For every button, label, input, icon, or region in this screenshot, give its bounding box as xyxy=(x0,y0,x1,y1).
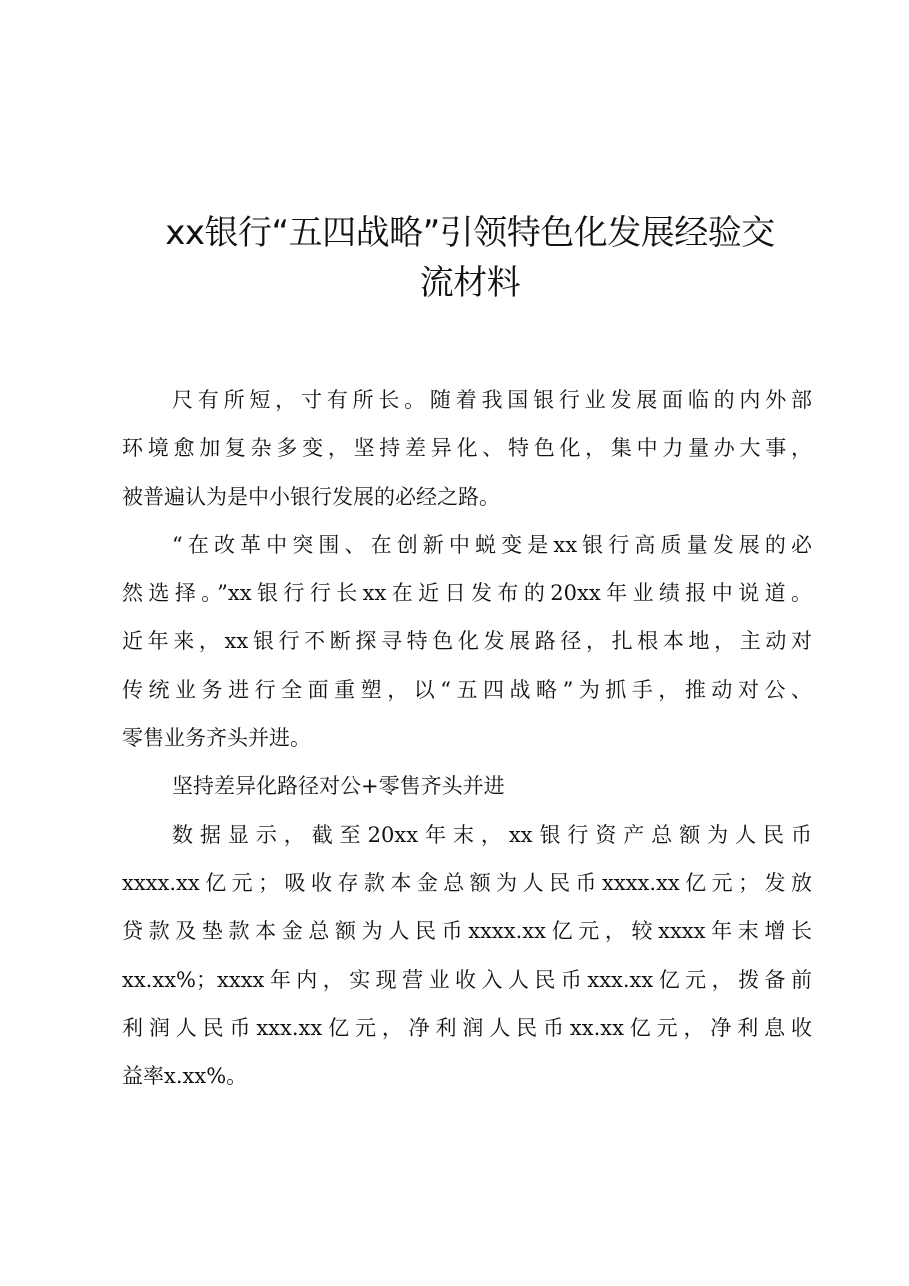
paragraph-3-line-6: 益率x.xx%。 xyxy=(122,1064,248,1089)
paragraph-2-line-2: 然选择。”xx银行行长xx在近日发布的20xx年业绩报中说道。 xyxy=(122,581,812,606)
title-line-1: xx银行“五四战略”引领特色化发展经验交 xyxy=(165,213,775,253)
paragraph-2-line-4: 传统业务进行全面重塑，以“五四战略”为抓手，推动对公、 xyxy=(122,677,812,702)
document-title xyxy=(100,208,840,308)
paragraph-3-line-3: 贷款及垫款本金总额为人民币xxxx.xx亿元，较xxxx年末增长 xyxy=(122,919,812,944)
paragraph-3-line-5: 利润人民币xxx.xx亿元，净利润人民币xx.xx亿元，净利息收 xyxy=(122,1015,812,1040)
paragraph-1-line-1: 尺有所短，寸有所长。随着我国银行业发展面临的内外部 xyxy=(172,388,812,412)
paragraph-3-line-2: xxxx.xx亿元；吸收存款本金总额为人民币xxxx.xx亿元；发放 xyxy=(122,870,812,895)
paragraph-2-line-1: “在改革中突围、在创新中蜕变是xx银行高质量发展的必 xyxy=(172,532,812,557)
title-line-2: 流材料 xyxy=(419,263,521,303)
document-body xyxy=(122,376,812,1100)
paragraph-2-line-5: 零售业务齐头并进。 xyxy=(122,726,311,751)
paragraph-2-line-3: 近年来，xx银行不断探寻特色化发展路径，扎根本地，主动对 xyxy=(122,629,812,654)
paragraph-1-line-3: 被普遍认为是中小银行发展的必经之路。 xyxy=(122,484,500,509)
paragraph-3-line-1: 数据显示，截至20xx年末，xx银行资产总额为人民币 xyxy=(172,822,812,847)
paragraph-3-line-4: xx.xx%；xxxx年内，实现营业收入人民币xxx.xx亿元，拨备前 xyxy=(122,967,812,992)
section-heading: 坚持差异化路径对公+零售齐头并进 xyxy=(172,774,505,799)
paragraph-1-line-2: 环境愈加复杂多变，坚持差异化、特色化，集中力量办大事， xyxy=(122,436,812,461)
